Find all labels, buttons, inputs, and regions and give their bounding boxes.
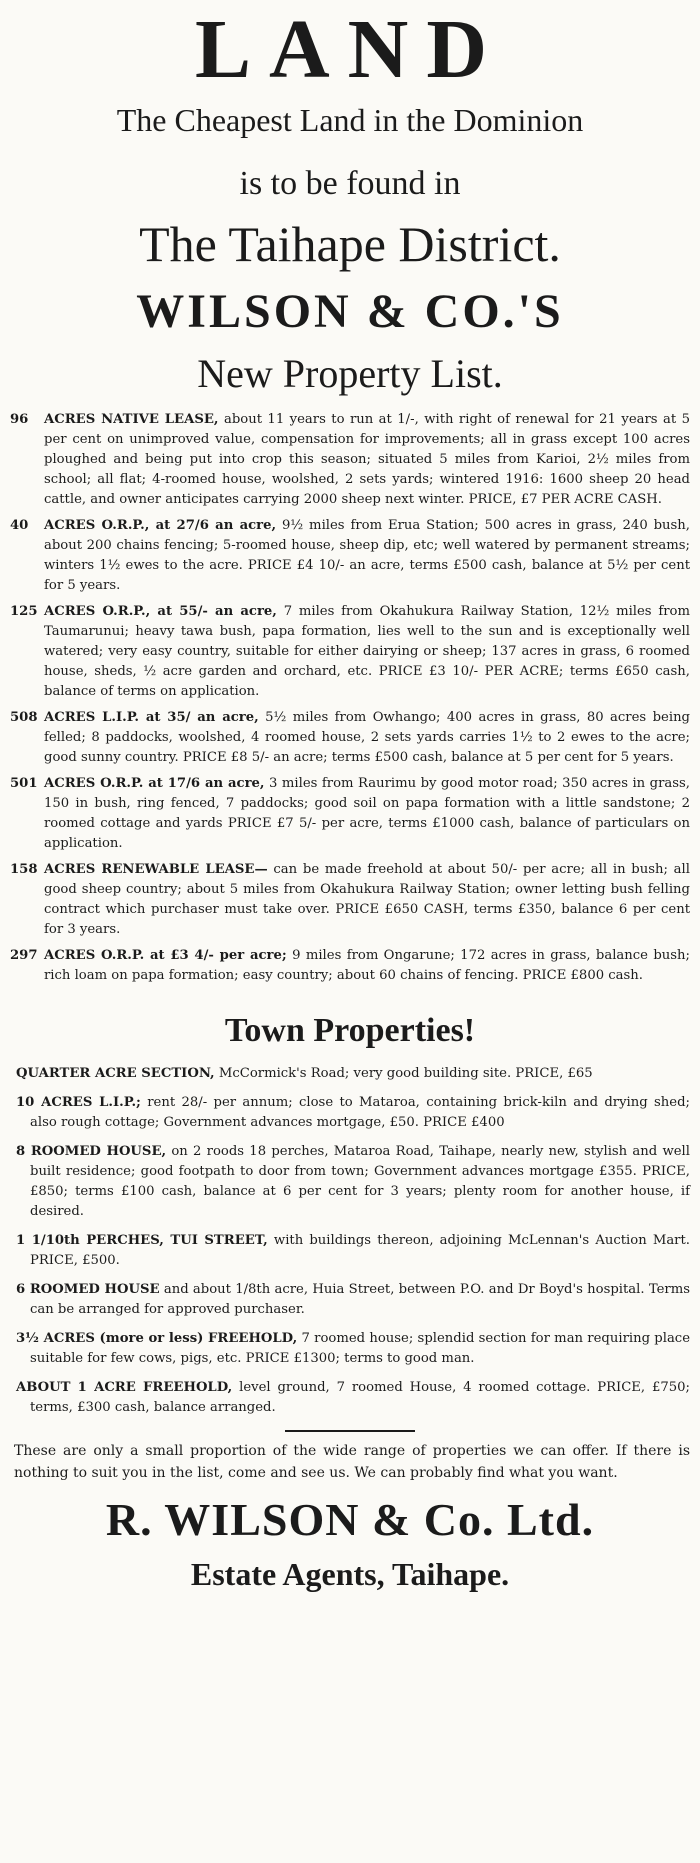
town-item <box>10 1142 690 1222</box>
listing-lead: ACRES RENEWABLE LEASE— <box>44 862 268 877</box>
listing-lead: ACRES O.R.P. at £3 4/- per acre; <box>44 948 287 963</box>
town-item-lead: 10 ACRES L.I.P.; <box>16 1095 141 1110</box>
listing-number: 508 <box>10 710 38 725</box>
listing-text: about 11 years to run at 1/-, with right of renewal for 21 years at 5 per cent on unimproved value, compensation for improvements; all in grass except 100 acres ploughed and being put into crop this season; situated 5 miles from Karioi, 2½ miles from school; all flat; 4-roomed house, woolshed, 2 sets yards; wintered 1916: 1600 sheep 20 head cattle, and owner anticipates carrying 2000 sheep next winter. PRICE, £7 PER ACRE CASH. <box>44 412 691 507</box>
town-properties-heading: Town Properties! <box>224 1012 476 1049</box>
closing-note: These are only a small proportion of the wide range of properties we can offer. If there is nothing to suit you in the list, come and see us. We can probably find what you want. <box>14 1443 690 1481</box>
listing-lead: ACRES O.R.P. at 17/6 an acre, <box>44 776 265 791</box>
town-item-text: on 2 roods 18 perches, Mataroa Road, Taihape, nearly new, stylish and well built residence; good footpath to door from town; Government advances mortgage £355. PRICE, £850; terms £100 cash, balance at 6 per cent for 3 years; plenty room for another house, if desired. <box>30 1144 690 1219</box>
listing-number: 501 <box>10 776 38 791</box>
listing-item <box>10 774 690 854</box>
listing-lead: ACRES L.I.P. at 35/ an acre, <box>44 710 259 725</box>
district-heading: The Taihape District. <box>139 216 561 272</box>
listing-item <box>10 708 690 768</box>
listing-item <box>10 602 690 702</box>
town-item-text: level ground, 7 roomed House, 4 roomed cottage. PRICE, £750; terms, £300 cash, balance arranged. <box>30 1380 690 1415</box>
listing-body <box>44 774 690 854</box>
town-item-text: McCormick's Road; very good building site. PRICE, £65 <box>218 1066 593 1081</box>
town-item-lead: QUARTER ACRE SECTION, <box>16 1066 215 1081</box>
listing-body <box>44 860 690 940</box>
town-item-text: and about 1/8th acre, Huia Street, between P.O. and Dr Boyd's hospital. Terms can be arranged for approved purchaser. <box>30 1282 690 1317</box>
town-item <box>10 1378 690 1418</box>
listing-body <box>44 410 690 510</box>
agent-name: R. WILSON & Co. Ltd. <box>105 1494 595 1545</box>
listing-number: 125 <box>10 604 38 619</box>
town-item <box>10 1231 690 1271</box>
listing-body <box>44 708 690 768</box>
listing-body <box>44 602 690 702</box>
listing-lead: ACRES O.R.P., at 27/6 an acre, <box>44 518 277 533</box>
listing-body <box>44 516 690 596</box>
town-item-lead: ABOUT 1 ACRE FREEHOLD, <box>16 1380 233 1395</box>
listing-text: 9 miles from Ongarune; 172 acres in grass, balance bush; rich loam on papa formation; easy country; about 60 chains of fencing. PRICE £800 cash. <box>44 948 690 983</box>
agent-subtitle: Estate Agents, Taihape. <box>190 1556 510 1592</box>
town-listings <box>10 1064 690 1418</box>
listing-number: 297 <box>10 948 38 963</box>
town-item-text: 7 roomed house; splendid section for man requiring place suitable for few cows, pigs, etc. PRICE £1300; terms to good man. <box>30 1331 690 1366</box>
tagline: The Cheapest Land in the Dominion <box>116 102 584 138</box>
town-item <box>10 1093 690 1133</box>
listing-item <box>10 410 690 510</box>
property-listings <box>10 410 690 986</box>
town-item-lead: 1 1/10th PERCHES, TUI STREET, <box>16 1233 268 1248</box>
town-item-text: rent 28/- per annum; close to Mataroa, containing brick-kiln and drying shed; also rough cottage; Government advances mortgage, £50. PRICE £400 <box>30 1095 690 1130</box>
listing-item <box>10 516 690 596</box>
listing-text: 7 miles from Okahukura Railway Station, 12½ miles from Taumarunui; heavy tawa bush, papa formation, lies well to the sun and is exceptionally well watered; very easy country, suitable for either dairying or sheep; 137 acres in grass, 6 roomed house, sheds, ½ acre garden and orchard, etc. PRICE £3 10/- PER ACRE; terms £650 cash, balance of terms on application. <box>44 604 690 699</box>
listing-body <box>44 946 690 986</box>
listing-text: 5½ miles from Owhango; 400 acres in grass, 80 acres being felled; 8 paddocks, woolshed, 4 roomed house, 2 sets yards carries 1½ to 2 ewes to the acre; good sunny country. PRICE £8 5/- an acre; terms £500 cash, balance at 5 per cent for 5 years. <box>44 710 690 765</box>
town-item-lead: 3½ ACRES (more or less) FREEHOLD, <box>16 1331 298 1346</box>
advertisement-page <box>10 0 690 1596</box>
town-item-text: with buildings thereon, adjoining McLennan's Auction Mart. PRICE, £500. <box>30 1233 690 1268</box>
listing-text: 3 miles from Raurimu by good motor road; 350 acres in grass, 150 in bush, ring fenced, 7 paddocks; good soil on papa formation with a little sandstone; 2 roomed cottage and yards PRICE £7 5/- per acre, terms £1000 cash, balance of particulars on application. <box>44 776 690 851</box>
listing-number: 158 <box>10 862 38 877</box>
divider-rule <box>285 1430 415 1432</box>
listing-number: 96 <box>10 412 29 427</box>
firm-heading: WILSON & CO.'S <box>136 285 564 338</box>
town-item <box>10 1064 690 1084</box>
listing-item <box>10 946 690 986</box>
town-item-lead: 8 ROOMED HOUSE, <box>16 1144 167 1159</box>
listing-number: 40 <box>10 518 29 533</box>
listing-text: 9½ miles from Erua Station; 500 acres in grass, 240 bush, about 200 chains fencing; 5-roomed house, sheep dip, etc; well watered by permanent streams; winters 1½ ewes to the acre. PRICE £4 10/- an acre, terms £500 cash, balance at 5½ per cent for 5 years. <box>44 518 690 593</box>
listing-lead: ACRES O.R.P., at 55/- an acre, <box>44 604 277 619</box>
listing-text: can be made freehold at about 50/- per acre; all in bush; all good sheep country; about 5 miles from Okahukura Railway Station; owner letting bush felling contract which purchaser must take over. PRICE £650 CASH, terms £350, balance 6 per cent for 3 years. <box>44 862 690 937</box>
town-item-lead: 6 ROOMED HOUSE <box>16 1282 160 1297</box>
town-item <box>10 1280 690 1320</box>
tagline-2: is to be found in <box>239 165 461 202</box>
town-item <box>10 1329 690 1369</box>
headline-land: LAND <box>194 3 505 96</box>
listing-item <box>10 860 690 940</box>
list-title: New Property List. <box>197 351 503 396</box>
listing-lead: ACRES NATIVE LEASE, <box>44 412 219 427</box>
